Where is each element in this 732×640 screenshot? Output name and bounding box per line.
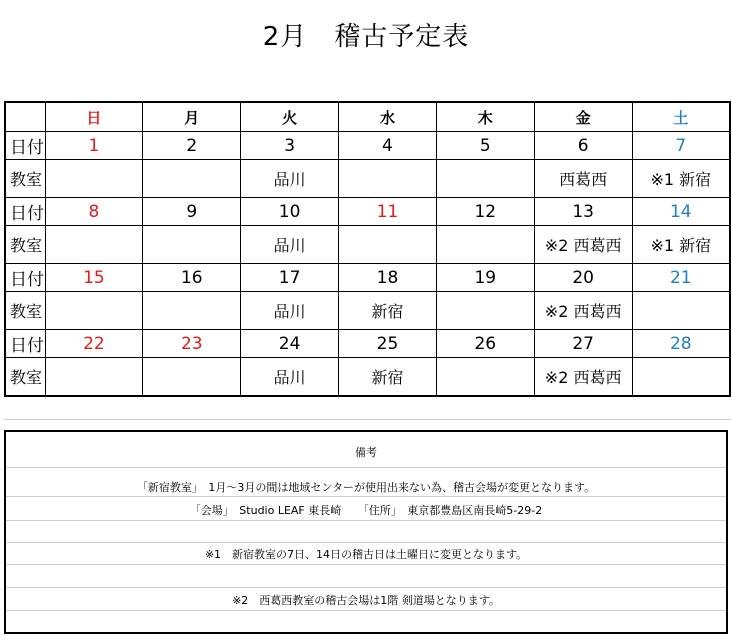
room-cell: ※2 西葛西 bbox=[534, 292, 632, 330]
room-cell: 品川 bbox=[241, 292, 339, 330]
room-row-label: 教室 bbox=[5, 226, 45, 264]
date-row-label: 日付 bbox=[5, 132, 45, 160]
note-divider bbox=[6, 520, 726, 521]
date-cell: 1 bbox=[45, 132, 143, 160]
room-cell bbox=[143, 226, 241, 264]
grid-line bbox=[4, 419, 731, 420]
room-cell bbox=[339, 160, 437, 198]
date-cell: 3 bbox=[241, 132, 339, 160]
date-cell: 17 bbox=[241, 264, 339, 292]
date-cell: 9 bbox=[143, 198, 241, 226]
date-cell: 5 bbox=[436, 132, 534, 160]
room-cell bbox=[45, 226, 143, 264]
room-row-label: 教室 bbox=[5, 160, 45, 198]
date-cell: 7 bbox=[632, 132, 730, 160]
date-cell: 24 bbox=[241, 330, 339, 358]
room-cell: 新宿 bbox=[339, 358, 437, 397]
note-divider bbox=[6, 496, 726, 497]
room-cell bbox=[45, 358, 143, 397]
date-cell: 27 bbox=[534, 330, 632, 358]
weekday-monday: 月 bbox=[143, 102, 241, 132]
date-cell: 16 bbox=[143, 264, 241, 292]
room-cell: 品川 bbox=[241, 358, 339, 397]
date-cell: 28 bbox=[632, 330, 730, 358]
room-cell bbox=[632, 292, 730, 330]
date-cell: 26 bbox=[436, 330, 534, 358]
page-title: 2月 稽古予定表 bbox=[262, 22, 470, 52]
date-cell: 20 bbox=[534, 264, 632, 292]
room-cell: ※2 西葛西 bbox=[534, 226, 632, 264]
date-cell: 22 bbox=[45, 330, 143, 358]
room-cell bbox=[339, 226, 437, 264]
date-cell: 4 bbox=[339, 132, 437, 160]
room-cell bbox=[143, 358, 241, 397]
weekday-saturday: 土 bbox=[632, 102, 730, 132]
room-row-label: 教室 bbox=[5, 358, 45, 397]
weekday-thursday: 木 bbox=[436, 102, 534, 132]
corner-cell bbox=[5, 102, 45, 132]
date-cell: 11 bbox=[339, 198, 437, 226]
room-row-label: 教室 bbox=[5, 292, 45, 330]
room-cell bbox=[436, 160, 534, 198]
date-row-label: 日付 bbox=[5, 330, 45, 358]
schedule-table bbox=[4, 101, 731, 397]
date-cell: 15 bbox=[45, 264, 143, 292]
date-row-label: 日付 bbox=[5, 198, 45, 226]
date-cell: 18 bbox=[339, 264, 437, 292]
notes-box bbox=[4, 430, 728, 634]
room-cell: 西葛西 bbox=[534, 160, 632, 198]
date-row bbox=[5, 132, 730, 160]
note-line-4: ※2 西葛西教室の稽古会場は1階 剣道場となります。 bbox=[232, 594, 500, 607]
note-line-2: 「会場」 Studio LEAF 東長崎 「住所」 東京都豊島区南長崎5-29-2 bbox=[189, 504, 543, 517]
note-line-3: ※1 新宿教室の7日、14日の稽古日は土曜日に変更となります。 bbox=[204, 548, 528, 561]
date-cell: 23 bbox=[143, 330, 241, 358]
date-cell: 12 bbox=[436, 198, 534, 226]
date-cell: 8 bbox=[45, 198, 143, 226]
date-cell: 25 bbox=[339, 330, 437, 358]
date-cell: 2 bbox=[143, 132, 241, 160]
date-row-label: 日付 bbox=[5, 264, 45, 292]
date-cell: 13 bbox=[534, 198, 632, 226]
room-cell bbox=[45, 160, 143, 198]
room-row bbox=[5, 160, 730, 198]
notes-heading: 備考 bbox=[355, 446, 377, 459]
room-cell bbox=[436, 358, 534, 397]
date-row bbox=[5, 198, 730, 226]
room-cell: ※2 西葛西 bbox=[534, 358, 632, 397]
date-cell: 21 bbox=[632, 264, 730, 292]
room-cell bbox=[436, 226, 534, 264]
note-line-1: 「新宿教室」 1月～3月の間は地域センターが使用出来ない為、稽古会場が変更となります。 bbox=[136, 481, 596, 494]
room-cell bbox=[45, 292, 143, 330]
room-cell: 品川 bbox=[241, 226, 339, 264]
note-divider bbox=[6, 564, 726, 565]
weekday-sunday: 日 bbox=[45, 102, 143, 132]
date-cell: 14 bbox=[632, 198, 730, 226]
date-row bbox=[5, 330, 730, 358]
note-divider bbox=[6, 610, 726, 611]
weekday-header-row bbox=[5, 102, 730, 132]
note-divider bbox=[6, 467, 726, 468]
note-divider bbox=[6, 542, 726, 543]
weekday-friday: 金 bbox=[534, 102, 632, 132]
weekday-wednesday: 水 bbox=[339, 102, 437, 132]
room-cell: ※1 新宿 bbox=[632, 160, 730, 198]
room-cell bbox=[143, 292, 241, 330]
date-cell: 19 bbox=[436, 264, 534, 292]
room-row bbox=[5, 226, 730, 264]
room-row bbox=[5, 292, 730, 330]
room-cell: 品川 bbox=[241, 160, 339, 198]
date-cell: 10 bbox=[241, 198, 339, 226]
date-cell: 6 bbox=[534, 132, 632, 160]
room-cell bbox=[143, 160, 241, 198]
note-divider bbox=[6, 587, 726, 588]
date-row bbox=[5, 264, 730, 292]
room-row bbox=[5, 358, 730, 397]
room-cell bbox=[436, 292, 534, 330]
room-cell: 新宿 bbox=[339, 292, 437, 330]
room-cell bbox=[632, 358, 730, 397]
weekday-tuesday: 火 bbox=[241, 102, 339, 132]
room-cell: ※1 新宿 bbox=[632, 226, 730, 264]
